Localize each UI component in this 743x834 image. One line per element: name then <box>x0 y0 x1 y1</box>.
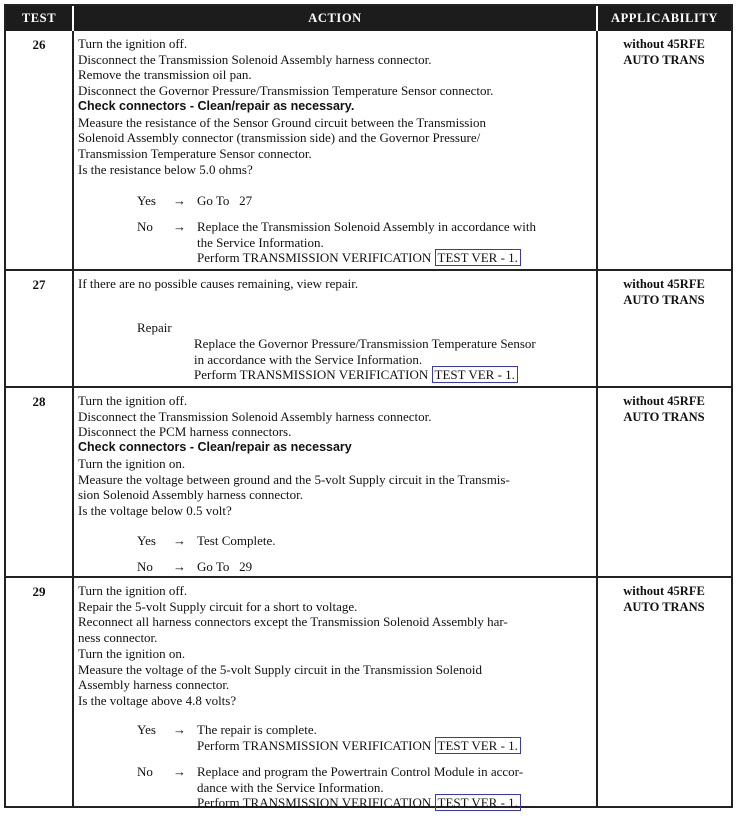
result-line: in accordance with the Service Information. <box>194 351 423 367</box>
action-line: Measure the voltage between ground and the 5-volt Supply circuit in the Transmis- <box>78 471 510 487</box>
repair-result <box>194 336 590 383</box>
action-line: Disconnect the PCM harness connectors. <box>78 424 292 440</box>
no-label: No <box>137 219 153 234</box>
result-line: dance with the Service Information. <box>197 779 384 795</box>
perform-text: Perform TRANSMISSION VERIFICATION <box>197 795 432 811</box>
result-line: Replace the Governor Pressure/Transmission Temperature Sensor <box>194 336 536 351</box>
arrow-right-icon: → <box>173 722 186 737</box>
applicability <box>600 584 728 615</box>
action-line: Disconnect the Transmission Solenoid Assembly harness connector. <box>78 408 432 424</box>
action-line: Turn the ignition off. <box>78 36 188 51</box>
action-line: Turn the ignition on. <box>78 645 186 661</box>
test-number: 26 <box>32 37 46 52</box>
perform-text: Perform TRANSMISSION VERIFICATION <box>194 367 429 383</box>
action-line-emphasis: Check connectors - Clean/repair as necessary <box>78 440 352 455</box>
perform-line <box>197 738 593 754</box>
action-line: Turn the ignition off. <box>78 393 188 408</box>
applicability-line: AUTO TRANS <box>623 599 705 614</box>
no-label: No <box>137 764 153 779</box>
action-line: Is the resistance below 5.0 ohms? <box>78 161 253 177</box>
action-line: Measure the voltage of the 5-volt Supply circuit in the Transmission Solenoid <box>78 661 483 677</box>
arrow-right-icon: → <box>173 533 186 548</box>
test-number: 28 <box>32 394 46 409</box>
action-text <box>78 583 592 709</box>
yes-result <box>197 722 593 753</box>
yes-result: Test Complete. <box>197 533 276 548</box>
result-line: the Service Information. <box>197 234 324 250</box>
test-ver-link[interactable]: TEST VER - 1. <box>435 249 521 266</box>
perform-text: Perform TRANSMISSION VERIFICATION <box>197 737 432 753</box>
result-line: The repair is complete. <box>197 722 317 737</box>
action-line: Assembly harness connector. <box>78 677 230 693</box>
yes-label: Yes <box>137 722 156 737</box>
applicability-line: AUTO TRANS <box>623 292 705 307</box>
yes-label: Yes <box>137 193 156 208</box>
applicability-line: AUTO TRANS <box>623 409 705 424</box>
test-ver-link[interactable]: TEST VER - 1. <box>435 794 521 811</box>
action-line: Disconnect the Transmission Solenoid Assembly harness connector. <box>78 51 432 67</box>
result-line: Replace and program the Powertrain Control Module in accor- <box>197 764 524 779</box>
applicability-line: without 45RFE <box>623 277 705 291</box>
applicability-line: without 45RFE <box>623 584 705 598</box>
action-line: Remove the transmission oil pan. <box>78 67 252 83</box>
result-line: Replace the Transmission Solenoid Assembly in accordance with <box>197 219 537 234</box>
no-result: Go To 29 <box>197 559 253 574</box>
applicability <box>600 394 728 425</box>
column-header-applicability: APPLICABILITY <box>598 6 731 31</box>
no-label: No <box>137 559 153 574</box>
arrow-right-icon: → <box>173 559 186 574</box>
table-row-28 <box>6 388 731 578</box>
arrow-right-icon: → <box>173 219 186 234</box>
applicability <box>600 277 728 308</box>
action-line: Repair the 5-volt Supply circuit for a short to voltage. <box>78 598 358 614</box>
table-row-29 <box>6 578 731 811</box>
applicability-line: without 45RFE <box>623 394 705 408</box>
yes-result: Go To 27 <box>197 193 253 208</box>
action-text <box>78 36 592 177</box>
action-line: Turn the ignition on. <box>78 455 186 471</box>
column-header-action: ACTION <box>74 6 596 31</box>
action-line: Reconnect all harness connectors except the Transmission Solenoid Assembly har- <box>78 614 508 630</box>
applicability-line: without 45RFE <box>623 37 705 51</box>
test-ver-link[interactable]: TEST VER - 1. <box>435 737 521 754</box>
action-line: Disconnect the Governor Pressure/Transmission Temperature Sensor connector. <box>78 83 494 99</box>
table-row-27 <box>6 271 731 388</box>
no-result <box>197 219 593 266</box>
action-line: Measure the resistance of the Sensor Ground circuit between the Transmission <box>78 114 486 130</box>
test-number: 27 <box>32 277 46 292</box>
action-line: Turn the ignition off. <box>78 583 188 598</box>
no-result <box>197 764 593 811</box>
applicability <box>600 37 728 68</box>
action-line-emphasis: Check connectors - Clean/repair as necessary. <box>78 98 355 113</box>
action-text <box>78 393 592 519</box>
action-line: If there are no possible causes remaining, view repair. <box>78 276 359 291</box>
perform-text: Perform TRANSMISSION VERIFICATION <box>197 250 432 266</box>
yes-label: Yes <box>137 533 156 548</box>
action-text <box>78 276 592 292</box>
diagnostic-table <box>4 4 733 811</box>
action-line: ness connector. <box>78 630 158 646</box>
arrow-right-icon: → <box>173 193 186 208</box>
action-line: Is the voltage above 4.8 volts? <box>78 692 237 708</box>
test-ver-link[interactable]: TEST VER - 1. <box>432 366 518 383</box>
column-header-test: TEST <box>6 6 72 31</box>
repair-label: Repair <box>137 320 172 335</box>
table-row-26 <box>6 31 731 271</box>
perform-line <box>197 795 593 811</box>
perform-line <box>197 250 593 266</box>
action-line: Transmission Temperature Sensor connector. <box>78 145 312 161</box>
applicability-line: AUTO TRANS <box>623 52 705 67</box>
arrow-right-icon: → <box>173 764 186 779</box>
test-number: 29 <box>32 584 46 599</box>
action-line: Solenoid Assembly connector (transmission side) and the Governor Pressure/ <box>78 130 481 146</box>
action-line: Is the voltage below 0.5 volt? <box>78 502 232 518</box>
action-line: sion Solenoid Assembly harness connector. <box>78 487 303 503</box>
perform-line <box>194 367 590 383</box>
